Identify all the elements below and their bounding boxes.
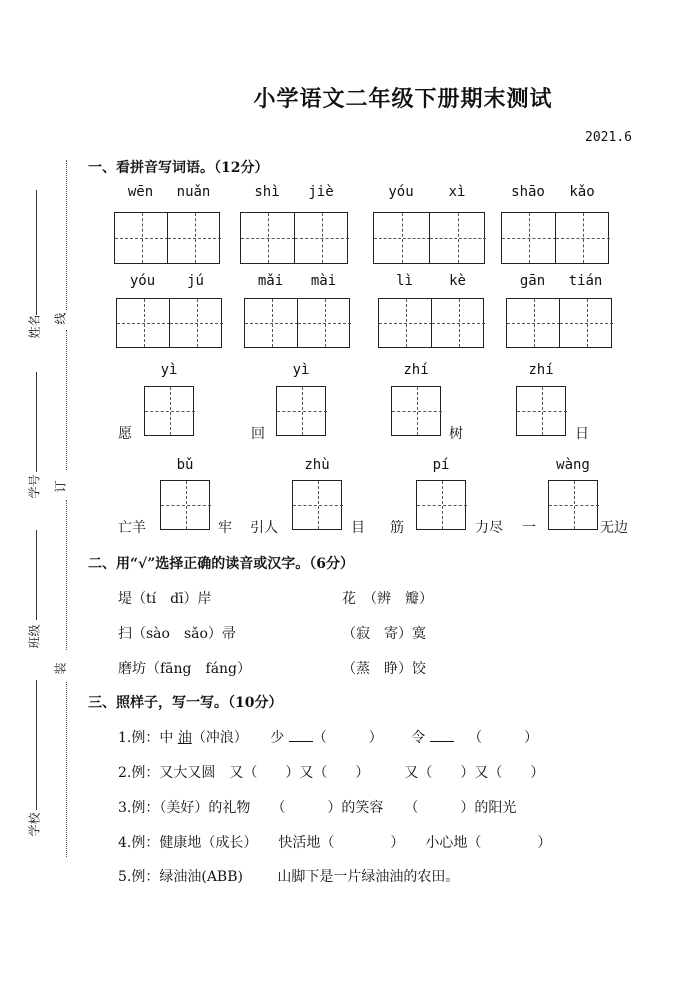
writing-cell[interactable]: [295, 213, 349, 263]
page-title: 小学语文二年级下册期末测试: [253, 86, 553, 112]
guide-line: [142, 213, 143, 263]
cell-divider: [167, 213, 168, 263]
word-suffix: 树: [449, 426, 463, 442]
example-line-2: 2.例：又大又圆 又（ ）又（ ） 又（ ）又（ ）: [118, 765, 545, 781]
pinyin-label: bǔ: [176, 457, 194, 473]
writing-cell[interactable]: [161, 481, 211, 529]
word-suffix: 力尽: [475, 520, 503, 536]
section3-heading: 三、照样子，写一写。（10分）: [88, 695, 283, 711]
guide-line: [583, 213, 584, 263]
pinyin-label: shì: [254, 184, 280, 200]
choice-item: 花 （辨 瓣）: [342, 591, 433, 607]
ding-label: 订: [53, 480, 68, 493]
guide-line: [459, 299, 460, 347]
guide-line: [325, 299, 326, 347]
writing-box[interactable]: [276, 386, 326, 436]
pinyin-label: xì: [448, 184, 466, 200]
writing-cell[interactable]: [432, 299, 485, 347]
exam-date: 2021.6: [585, 130, 632, 145]
pinyin-label: lì: [396, 273, 413, 289]
writing-cell[interactable]: [115, 213, 168, 263]
guide-line: [170, 387, 171, 435]
guide-line: [402, 213, 403, 263]
word-suffix: 无边: [600, 520, 628, 536]
pinyin-label: mài: [310, 273, 337, 289]
writing-box[interactable]: [378, 298, 484, 348]
pinyin-label: jiè: [308, 184, 334, 200]
pinyin-label: kè: [449, 273, 466, 289]
guide-line: [186, 481, 187, 529]
example-line-4: 4.例：健康地（成长） 快活地（ ） 小心地（ ）: [118, 835, 552, 851]
writing-cell[interactable]: [560, 299, 613, 347]
cell-divider: [294, 213, 295, 263]
cell-divider: [555, 213, 556, 263]
guide-line: [587, 299, 588, 347]
writing-box[interactable]: [416, 480, 466, 530]
guide-line: [195, 213, 196, 263]
pinyin-label: nuǎn: [176, 184, 211, 200]
guide-line: [406, 299, 407, 347]
writing-cell[interactable]: [502, 213, 556, 263]
choice-item: （寂 寄）寞: [342, 626, 426, 642]
guide-line: [458, 213, 459, 263]
pinyin-label: wàng: [556, 457, 590, 473]
pinyin-label: shāo: [511, 184, 545, 200]
section2-heading: 二、用“√”选择正确的读音或汉字。（6分）: [88, 556, 355, 572]
word-suffix: 牢: [218, 520, 232, 536]
guide-line: [442, 481, 443, 529]
example-line-1: 1.例：中 油（冲浪） 少 （ ） 令 （ ）: [118, 730, 539, 746]
writing-box[interactable]: [516, 386, 566, 436]
pinyin-label: yóu: [129, 273, 156, 289]
guide-line: [574, 481, 575, 529]
choice-item: （蒸 睁）饺: [342, 661, 426, 677]
school-label: 学校: [27, 812, 42, 837]
underlined-char: 油: [177, 730, 192, 746]
pinyin-label: zhù: [304, 457, 330, 473]
number-line: [36, 372, 37, 472]
name-line: [36, 190, 37, 315]
guide-line: [144, 299, 145, 347]
pinyin-label: jú: [187, 273, 204, 289]
writing-cell[interactable]: [117, 299, 170, 347]
writing-cell[interactable]: [170, 299, 223, 347]
writing-cell[interactable]: [430, 213, 486, 263]
number-label: 学号: [27, 474, 42, 499]
writing-box[interactable]: [548, 480, 598, 530]
writing-cell[interactable]: [245, 299, 298, 347]
guide-line: [322, 213, 323, 263]
word-prefix: 筋: [390, 520, 404, 536]
blank-line[interactable]: [289, 729, 313, 742]
xian-label: 线: [53, 312, 68, 325]
example-line-3: 3.例：（美好）的礼物 （ ）的笑容 （ ）的阳光: [118, 800, 517, 816]
blank-line[interactable]: [430, 729, 454, 742]
writing-box[interactable]: [506, 298, 612, 348]
zhuang-label: 装: [53, 662, 68, 675]
writing-cell[interactable]: [145, 387, 195, 435]
word-prefix: 回: [251, 426, 265, 442]
writing-box[interactable]: [144, 386, 194, 436]
school-line: [36, 680, 37, 810]
dotted-binding-line: [66, 682, 67, 857]
writing-cell[interactable]: [556, 213, 610, 263]
writing-box[interactable]: [373, 212, 485, 264]
pinyin-label: yì: [292, 362, 310, 378]
writing-box[interactable]: [160, 480, 210, 530]
pinyin-label: tián: [568, 273, 603, 289]
guide-line: [529, 213, 530, 263]
cell-divider: [559, 299, 560, 347]
word-suffix: 目: [351, 520, 365, 536]
writing-cell[interactable]: [293, 481, 343, 529]
word-prefix: 亡羊: [118, 520, 146, 536]
guide-line: [534, 299, 535, 347]
section1-heading: 一、看拼音写词语。（12分）: [88, 160, 269, 176]
writing-cell[interactable]: [517, 387, 567, 435]
guide-line: [272, 299, 273, 347]
choice-item: 磨坊（fāng fáng）: [118, 661, 252, 677]
writing-cell[interactable]: [241, 213, 295, 263]
pinyin-label: kǎo: [569, 184, 595, 200]
cell-divider: [431, 299, 432, 347]
word-prefix: 一: [522, 520, 536, 536]
guide-line: [268, 213, 269, 263]
pinyin-label: zhí: [528, 362, 554, 378]
pinyin-label: yì: [160, 362, 178, 378]
writing-cell[interactable]: [417, 481, 467, 529]
word-prefix: 引人: [250, 520, 278, 536]
word-suffix: 日: [575, 426, 589, 442]
pinyin-label: mǎi: [257, 273, 284, 289]
example-line-5: 5.例：绿油油(ABB) 山脚下是一片绿油油的农田。: [118, 869, 460, 885]
cell-divider: [429, 213, 430, 263]
class-line: [36, 530, 37, 620]
writing-cell[interactable]: [298, 299, 351, 347]
pinyin-label: zhí: [403, 362, 429, 378]
writing-box[interactable]: [292, 480, 342, 530]
writing-cell[interactable]: [379, 299, 432, 347]
writing-cell[interactable]: [374, 213, 430, 263]
writing-box[interactable]: [244, 298, 350, 348]
writing-box[interactable]: [501, 212, 609, 264]
writing-cell[interactable]: [277, 387, 327, 435]
name-label: 姓名: [27, 314, 42, 339]
writing-cell[interactable]: [392, 387, 442, 435]
pinyin-label: pí: [432, 457, 450, 473]
writing-box[interactable]: [116, 298, 222, 348]
guide-line: [302, 387, 303, 435]
writing-cell[interactable]: [168, 213, 221, 263]
writing-box[interactable]: [114, 212, 220, 264]
writing-cell[interactable]: [549, 481, 599, 529]
pinyin-label: yóu: [388, 184, 414, 200]
guide-line: [197, 299, 198, 347]
guide-line: [542, 387, 543, 435]
pinyin-label: gān: [519, 273, 546, 289]
dotted-binding-line: [66, 500, 67, 650]
guide-line: [417, 387, 418, 435]
writing-cell[interactable]: [507, 299, 560, 347]
class-label: 班级: [27, 624, 42, 649]
choice-item: 堤（tí dī）岸: [118, 591, 212, 607]
word-prefix: 愿: [118, 426, 132, 442]
writing-box[interactable]: [391, 386, 441, 436]
pinyin-label: wēn: [127, 184, 154, 200]
cell-divider: [297, 299, 298, 347]
dotted-binding-line: [66, 160, 67, 310]
guide-line: [318, 481, 319, 529]
writing-box[interactable]: [240, 212, 348, 264]
choice-item: 扫（sào sǎo）帚: [118, 626, 236, 642]
dotted-binding-line: [66, 330, 67, 470]
cell-divider: [169, 299, 170, 347]
